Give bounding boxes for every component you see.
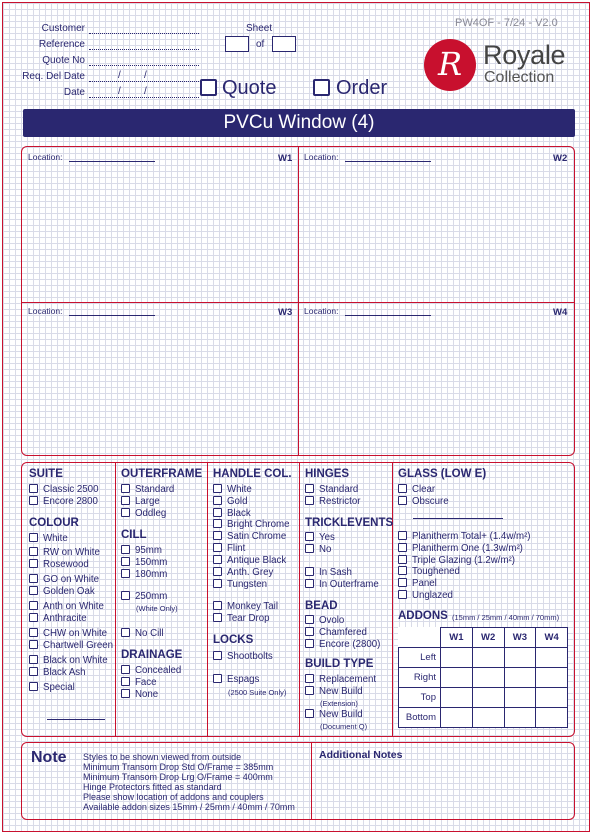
checkbox[interactable] [29,628,38,637]
suite-option[interactable]: Encore 2800 [29,496,98,507]
colour-option[interactable]: RW on White [29,547,100,558]
checkbox[interactable] [29,682,38,691]
suite-heading: SUITE [29,468,63,480]
panel-divider [22,302,574,303]
drainage-heading: DRAINAGE [121,649,183,661]
checkbox[interactable] [398,578,407,587]
build-type-note: (Document Q) [320,722,368,731]
checkbox[interactable] [398,531,407,540]
date-field[interactable] [89,97,199,98]
bead-heading: BEAD [305,600,338,612]
addons-col-header: W3 [504,628,536,648]
hinges-option[interactable]: Standard [305,484,358,495]
w3-location-field[interactable] [69,315,155,316]
addons-cell[interactable] [504,688,536,708]
date-sep: / [144,86,147,97]
tricklevents-option[interactable]: In Sash [305,567,352,578]
glass-option[interactable]: Panel [398,578,437,589]
checkbox[interactable] [29,533,38,542]
w2-location-field[interactable] [345,161,431,162]
cill-option[interactable]: 150mm [121,557,167,568]
checkbox[interactable] [29,574,38,583]
brand-sub: Collection [484,69,555,86]
outerframe-option[interactable]: Standard [121,484,174,495]
addons-cell[interactable] [504,668,536,688]
cill-option[interactable]: 95mm [121,545,162,556]
checkbox[interactable] [398,484,407,493]
w2-location-label: Location: [304,152,339,162]
checkbox[interactable] [121,508,130,517]
note-line: Minimum Transom Drop Std O/Frame = 385mm [83,762,274,772]
order-form-page [2,2,590,832]
addons-cell[interactable] [472,648,504,668]
checkbox[interactable] [213,601,222,610]
addons-cell[interactable] [536,708,568,728]
handle-option[interactable]: Bright Chrome [213,519,289,530]
note-line: Available addon sizes 15mm / 25mm / 40mm / 70mm [83,802,295,812]
locks-option[interactable]: Shootbolts [213,651,273,662]
addons-row-label: Right [399,668,441,688]
colour-option[interactable]: Anth on White [29,601,104,612]
checkbox[interactable] [213,567,222,576]
glass-option[interactable]: Obscure [398,496,449,507]
glass-other-field[interactable] [413,518,503,519]
handle-option[interactable]: Tear Drop [213,613,270,624]
logo-letter: R [437,45,463,83]
build-type-option[interactable]: New Build [305,686,363,697]
panel-divider [298,147,299,455]
date-sep: / [118,70,121,81]
handle-option[interactable]: Anth. Grey [213,567,273,578]
colour-option[interactable]: Black on White [29,655,108,666]
colour-option[interactable]: Golden Oak [29,586,95,597]
order-label: Order [336,77,388,99]
checkbox[interactable] [305,686,314,695]
column-divider [115,463,116,736]
column-divider [299,463,300,736]
checkbox[interactable] [213,519,222,528]
handle-option[interactable]: Flint [213,543,245,554]
glass-option[interactable]: Toughened [398,566,460,577]
addons-row-label: Bottom [399,708,441,728]
addons-table [398,627,568,728]
handle-option[interactable]: Monkey Tail [213,601,278,612]
drainage-option[interactable]: Concealed [121,665,181,676]
drainage-option[interactable]: Face [121,677,157,688]
checkbox[interactable] [305,615,314,624]
checkbox[interactable] [305,544,314,553]
date-sep: / [118,86,121,97]
checkbox[interactable] [398,496,407,505]
req-del-date-label: Req. Del Date [22,71,85,82]
checkbox[interactable] [305,639,314,648]
colour-option[interactable]: Rosewood [29,559,89,570]
notes-divider [311,743,312,819]
espags-note: (2500 Suite Only) [228,688,287,697]
additional-notes-heading: Additional Notes [319,749,403,761]
outerframe-option[interactable]: Large [121,496,160,507]
colour-option[interactable]: Black Ash [29,667,86,678]
note-heading: Note [31,749,67,766]
colour-option[interactable]: Special [29,682,75,693]
checkbox[interactable] [213,484,222,493]
glass-option[interactable]: Clear [398,484,435,495]
addons-cell[interactable] [472,708,504,728]
customer-label: Customer [41,23,85,34]
locks-option[interactable]: Espags [213,674,259,685]
table-row [399,668,568,688]
w1-location-label: Location: [28,152,63,162]
quote-label: Quote [222,77,277,99]
addons-cell[interactable] [536,688,568,708]
quote-checkbox[interactable] [200,79,217,96]
addons-col-header: W4 [536,628,568,648]
w3-location-label: Location: [28,306,63,316]
w3-label: W3 [278,307,293,318]
hinges-heading: HINGES [305,468,350,480]
checkbox[interactable] [121,591,130,600]
cill-option[interactable]: 180mm [121,569,167,580]
column-divider [207,463,208,736]
tricklevents-option[interactable]: In Outerframe [305,579,379,590]
checkbox[interactable] [29,613,38,622]
build-type-option[interactable]: Replacement [305,674,376,685]
bead-option[interactable]: Ovolo [305,615,344,626]
brand-name: Royale [483,40,566,70]
addons-col-header: W2 [472,628,504,648]
form-title: PVCu Window (4) [23,109,575,137]
locks-heading: LOCKS [213,634,254,646]
colour-option[interactable]: CHW on White [29,628,107,639]
reference-field[interactable] [89,49,199,50]
checkbox[interactable] [398,590,407,599]
checkbox[interactable] [213,496,222,505]
addons-cell[interactable] [504,648,536,668]
bead-option[interactable]: Chamfered [305,627,367,638]
build-type-heading: BUILD TYPE [305,658,374,670]
addons-cell[interactable] [441,688,473,708]
order-checkbox[interactable] [313,79,330,96]
note-line: Styles to be shown viewed from outside [83,752,242,762]
build-type-option[interactable]: New Build [305,709,363,720]
glass-option[interactable]: Unglazed [398,590,453,601]
checkbox[interactable] [121,628,130,637]
checkbox[interactable] [29,667,38,676]
note-line: Minimum Transom Drop Lrg O/Frame = 400mm [83,772,273,782]
addons-cell[interactable] [536,648,568,668]
addons-cell[interactable] [441,708,473,728]
build-type-note: (Extension) [320,699,358,708]
suite-option[interactable]: Classic 2500 [29,484,98,495]
colour-option[interactable]: White [29,533,68,544]
sheet-total-box[interactable] [272,36,296,52]
checkbox[interactable] [213,531,222,540]
checkbox[interactable] [29,655,38,664]
glass-heading: GLASS (LOW E) [398,468,487,480]
checkbox[interactable] [305,579,314,588]
checkbox[interactable] [398,555,407,564]
checkbox[interactable] [213,613,222,622]
checkbox[interactable] [29,601,38,610]
checkbox[interactable] [29,586,38,595]
cill-note: (White Only) [136,604,178,613]
checkbox[interactable] [305,567,314,576]
checkbox[interactable] [121,689,130,698]
colour-heading: COLOUR [29,517,79,529]
checkbox[interactable] [121,665,130,674]
logo-mark [424,39,476,91]
cill-option[interactable]: No Cill [121,628,164,639]
addons-cell[interactable] [472,668,504,688]
checkbox[interactable] [29,496,38,505]
checkbox[interactable] [213,508,222,517]
sheet-number-box[interactable] [225,36,249,52]
checkbox[interactable] [29,547,38,556]
w4-location-label: Location: [304,306,339,316]
outerframe-option[interactable]: Oddleg [121,508,166,519]
handle-option[interactable]: White [213,484,252,495]
checkbox[interactable] [213,555,222,564]
handle-option[interactable]: Tungsten [213,579,267,590]
checkbox[interactable] [121,545,130,554]
cill-heading: CILL [121,529,147,541]
addons-heading: ADDONS [398,610,448,622]
w1-label: W1 [278,153,293,164]
special-colour-field[interactable] [47,719,105,720]
customer-field[interactable] [89,33,199,34]
checkbox[interactable] [121,677,130,686]
checkbox[interactable] [121,569,130,578]
w2-label: W2 [553,153,568,164]
w4-location-field[interactable] [345,315,431,316]
checkbox[interactable] [305,496,314,505]
checkbox[interactable] [305,532,314,541]
drainage-option[interactable]: None [121,689,158,700]
colour-option[interactable]: Anthracite [29,613,87,624]
date-sep: / [144,70,147,81]
checkbox[interactable] [121,557,130,566]
glass-option[interactable]: Triple Glazing (1.2w/m²) [398,555,515,566]
addons-cell[interactable] [441,668,473,688]
document-code: PW4OF - 7/24 - V2.0 [455,17,558,29]
handle-option[interactable]: Black [213,508,251,519]
handle-option[interactable]: Antique Black [213,555,286,566]
tricklevents-heading: TRICKLEVENTS [305,517,394,529]
addons-row-label: Left [399,648,441,668]
checkbox[interactable] [213,651,222,660]
note-line: Please show location of addons and couplers [83,792,264,802]
colour-option[interactable]: Chartwell Green [29,640,113,651]
addons-row-label: Top [399,688,441,708]
additional-notes-area[interactable] [319,765,569,815]
addons-cell[interactable] [536,668,568,688]
handle-heading: HANDLE COL. [213,468,292,480]
checkbox[interactable] [398,543,407,552]
outerframe-heading: OUTERFRAME [121,468,203,480]
checkbox[interactable] [305,484,314,493]
checkbox[interactable] [305,627,314,636]
reference-label: Reference [38,39,85,50]
handle-option[interactable]: Gold [213,496,247,507]
sheet-label: Sheet [246,23,273,34]
table-row [399,708,568,728]
addons-cell[interactable] [504,708,536,728]
hinges-option[interactable]: Restrictor [305,496,360,507]
colour-option[interactable]: GO on White [29,574,99,585]
checkbox[interactable] [29,640,38,649]
table-corner [399,628,441,648]
date-label: Date [63,87,85,98]
quote-no-field[interactable] [89,65,199,66]
checkbox[interactable] [121,496,130,505]
checkbox[interactable] [213,543,222,552]
addons-col-header: W1 [441,628,473,648]
req-del-date-field[interactable] [89,81,199,82]
checkbox[interactable] [305,709,314,718]
handle-option[interactable]: Satin Chrome [213,531,286,542]
w1-location-field[interactable] [69,161,155,162]
cill-option[interactable]: 250mm [121,591,167,602]
checkbox[interactable] [29,484,38,493]
checkbox[interactable] [29,559,38,568]
addons-cell[interactable] [441,648,473,668]
addons-cell[interactable] [472,688,504,708]
quote-no-label: Quote No [42,55,85,66]
tricklevents-option[interactable]: Yes [305,532,335,543]
checkbox[interactable] [121,484,130,493]
checkbox[interactable] [305,674,314,683]
checkbox[interactable] [398,566,407,575]
w4-label: W4 [553,307,568,318]
checkbox[interactable] [213,579,222,588]
column-divider [392,463,393,736]
of-label: of [256,39,265,50]
table-row [399,648,568,668]
tricklevents-option[interactable]: No [305,544,331,555]
glass-option[interactable]: Planitherm One (1.3w/m²) [398,543,523,554]
addons-sizes: (15mm / 25mm / 40mm / 70mm) [452,613,560,622]
checkbox[interactable] [213,674,222,683]
table-row [399,688,568,708]
bead-option[interactable]: Encore (2800) [305,639,380,650]
note-line: Hinge Protectors fitted as standard [83,782,222,792]
glass-option[interactable]: Planitherm Total+ (1.4w/m²) [398,531,531,542]
